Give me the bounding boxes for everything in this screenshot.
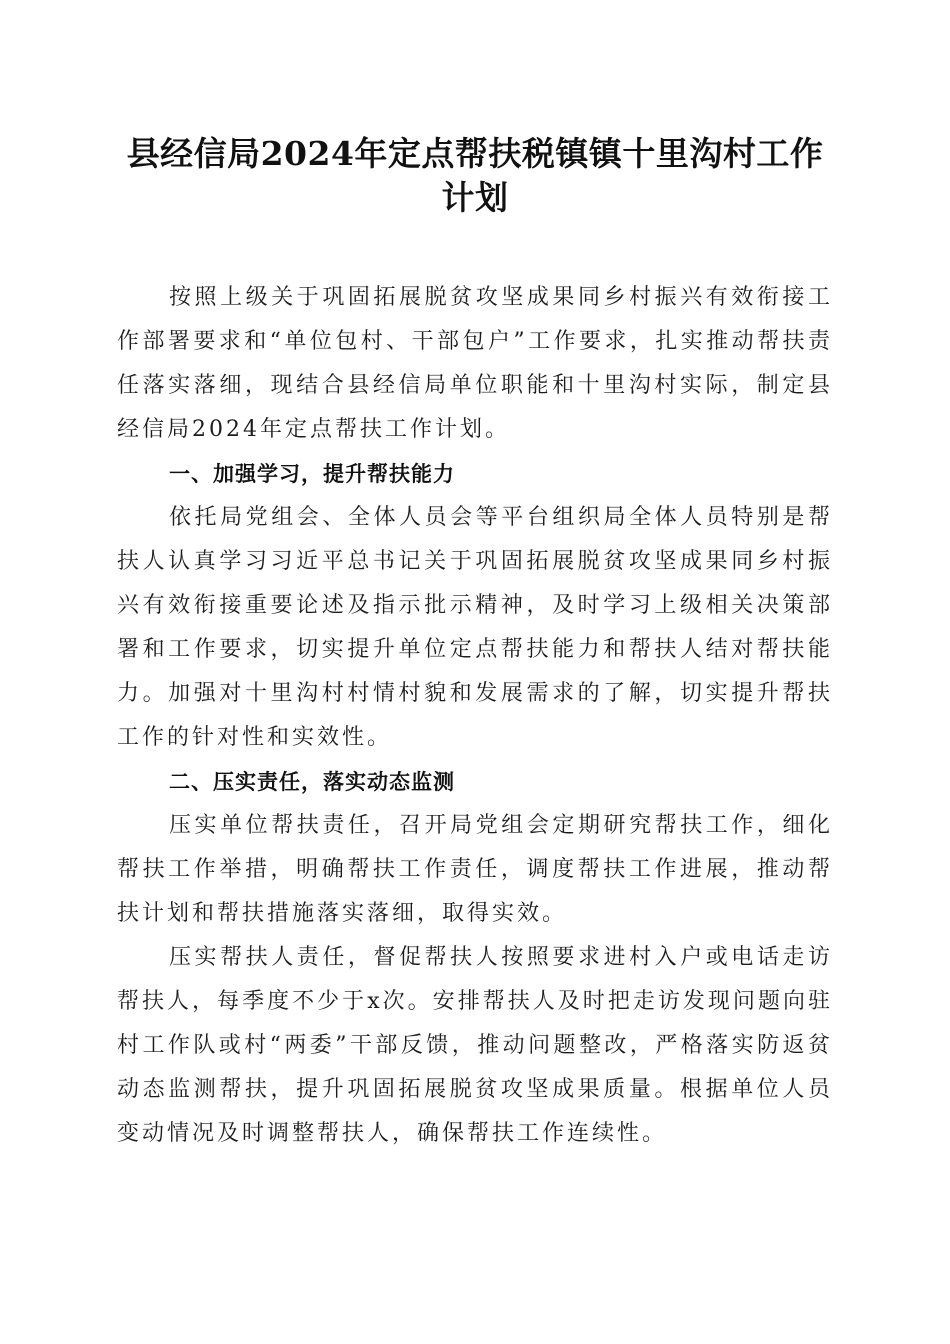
section-1-paragraph-1: 依托局党组会、全体人员会等平台组织局全体人员特别是帮扶人认真学习习近平总书记关于巩固拓展脱贫攻坚成果同乡村振兴有效衔接重要论述及指示批示精神，及时学习上级相关决策部署和工作要求，切实提升单位定点帮扶能力和帮扶人结对帮扶能力。加强对十里沟村村情村貌和发展需求的了解，切实提升帮扶工作的针对性和实效性。 bbox=[117, 505, 833, 750]
section-2-paragraph-2: 压实帮扶人责任，督促帮扶人按照要求进村入户或电话走访帮扶人，每季度不少于x次。安排帮扶人及时把走访发现问题向驻村工作队或村“两委”干部反馈，推动问题整改，严格落实防返贫动态监测帮扶，提升巩固拓展脱贫攻坚成果质量。根据单位人员变动情况及时调整帮扶人，确保帮扶工作连续性。 bbox=[117, 945, 833, 1146]
section-heading-1: 一、加强学习，提升帮扶能力 bbox=[169, 462, 455, 486]
section-heading-2: 二、压实责任，落实动态监测 bbox=[169, 770, 455, 794]
intro-paragraph: 按照上级关于巩固拓展脱贫攻坚成果同乡村振兴有效衔接工作部署要求和“单位包村、干部包户”工作要求，扎实推动帮扶责任落实落细，现结合县经信局单位职能和十里沟村实际，制定县经信局2024年定点帮扶工作计划。 bbox=[117, 285, 833, 442]
document-body bbox=[117, 276, 833, 1156]
document-title: 县经信局2024年定点帮扶税镇镇十里沟村工作计划 bbox=[126, 134, 824, 217]
section-2-paragraph-1: 压实单位帮扶责任，召开局党组会定期研究帮扶工作，细化帮扶工作举措，明确帮扶工作责任，调度帮扶工作进展，推动帮扶计划和帮扶措施落实落细，取得实效。 bbox=[117, 813, 833, 926]
